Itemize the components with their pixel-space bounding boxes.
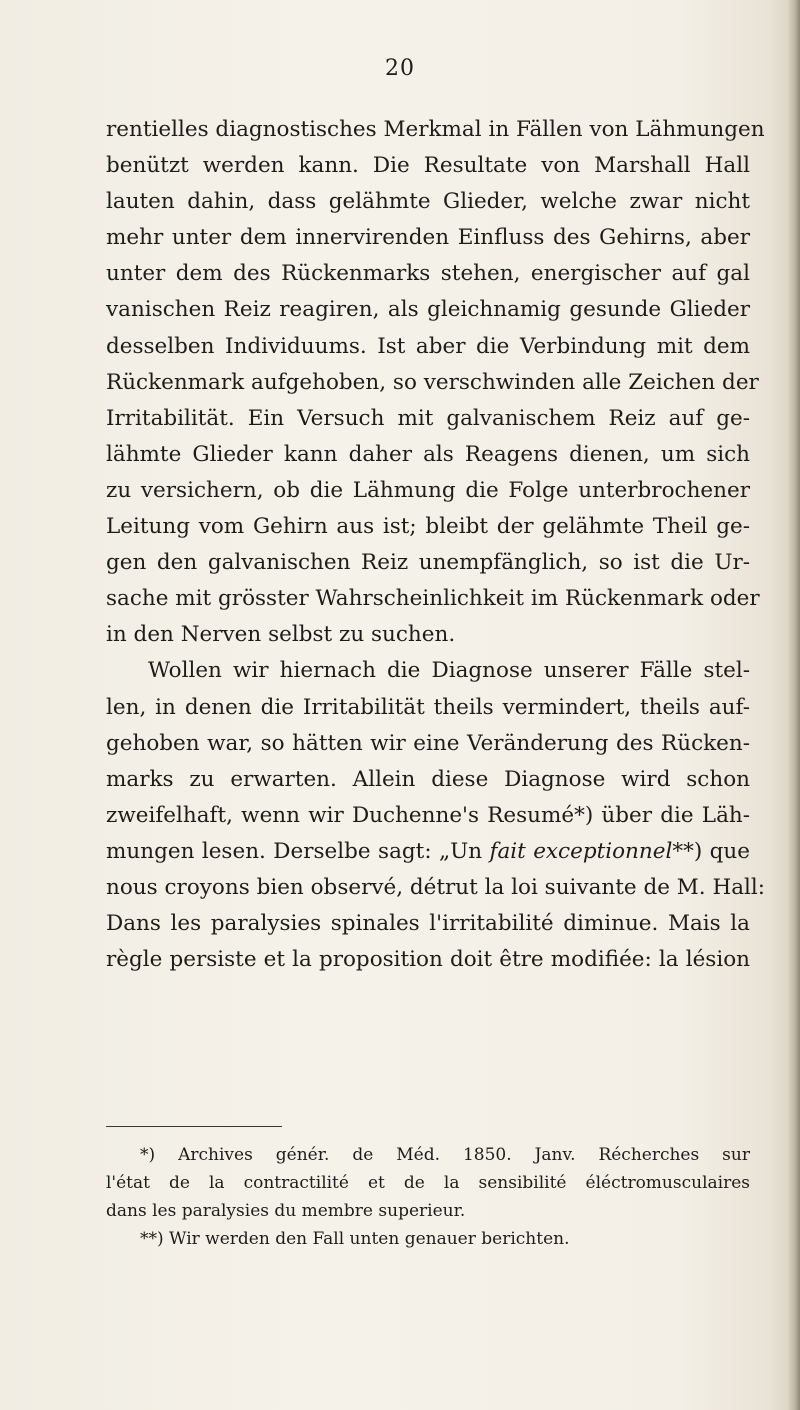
- text-line: marks zu erwarten. Allein diese Diagnose wird schon: [106, 766, 750, 792]
- text-line: Dans les paralysies spinales l'irritabilité diminue. Mais la: [106, 911, 750, 937]
- text-line: gen den galvanischen Reiz unempfänglich, so ist die Ur-: [106, 550, 750, 576]
- text-line: zu versichern, ob die Lähmung die Folge unterbrochener: [106, 477, 750, 503]
- text-line: Rückenmark aufgehoben, so verschwinden alle Zeichen der: [106, 369, 759, 395]
- text-line: rentielles diagnostisches Merkmal in Fällen von Lähmungen: [106, 117, 765, 142]
- footnote-1-continued: l'état de la contractilité et de la sensibilité éléctromusculaires: [106, 1173, 750, 1193]
- footnotes-block: [106, 1141, 750, 1253]
- main-text-block: [106, 112, 766, 978]
- text-line: nous croyons bien observé, détrut la loi suivante de M. Hall:: [106, 874, 766, 900]
- text-line: lähmte Glieder kann daher als Reagens dienen, um sich: [106, 441, 750, 467]
- text-line: Irritabilität. Ein Versuch mit galvanischem Reiz auf ge-: [106, 405, 750, 431]
- line-segment: mungen lesen. Derselbe sagt: „Un: [106, 838, 490, 864]
- text-line: benützt werden kann. Die Resultate von Marshall Hall: [106, 153, 750, 179]
- paragraph-end-line: in den Nerven selbst zu suchen.: [106, 622, 456, 648]
- footnote-divider: [106, 1126, 282, 1127]
- text-line-with-italic: [106, 834, 750, 870]
- text-line: desselben Individuums. Ist aber die Verbindung mit dem: [106, 333, 750, 359]
- text-line: vanischen Reiz reagiren, als gleichnamig gesunde Glieder: [106, 297, 750, 323]
- line-segment: **) que: [672, 838, 750, 864]
- footnote-2: **) Wir werden den Fall unten genauer berichten.: [140, 1229, 570, 1249]
- text-line: mehr unter dem innervirenden Einfluss des Gehirns, aber: [106, 225, 750, 251]
- text-line: lauten dahin, dass gelähmte Glieder, welche zwar nicht: [106, 189, 750, 215]
- page-edge-shadow: [786, 0, 800, 1410]
- footnote-1: *) Archives génér. de Méd. 1850. Janv. Récherches sur: [140, 1145, 750, 1165]
- text-line: zweifelhaft, wenn wir Duchenne's Resumé*) über die Läh-: [106, 802, 750, 828]
- paragraph-start-line: Wollen wir hiernach die Diagnose unserer Fälle stel-: [148, 658, 750, 684]
- italic-phrase: fait exceptionnel: [489, 838, 673, 864]
- text-line: gehoben war, so hätten wir eine Veränderung des Rücken-: [106, 730, 750, 756]
- page-number: 20: [385, 56, 415, 81]
- footnote-1-continued: dans les paralysies du membre superieur.: [106, 1201, 466, 1221]
- text-line: sache mit grösster Wahrscheinlichkeit im Rückenmark oder: [106, 586, 760, 612]
- text-line: règle persiste et la proposition doit être modifiée: la lésion: [106, 947, 750, 973]
- text-line: unter dem des Rückenmarks stehen, energischer auf gal: [106, 261, 750, 287]
- text-line: len, in denen die Irritabilität theils vermindert, theils auf-: [106, 694, 750, 720]
- text-line: Leitung vom Gehirn aus ist; bleibt der gelähmte Theil ge-: [106, 514, 750, 540]
